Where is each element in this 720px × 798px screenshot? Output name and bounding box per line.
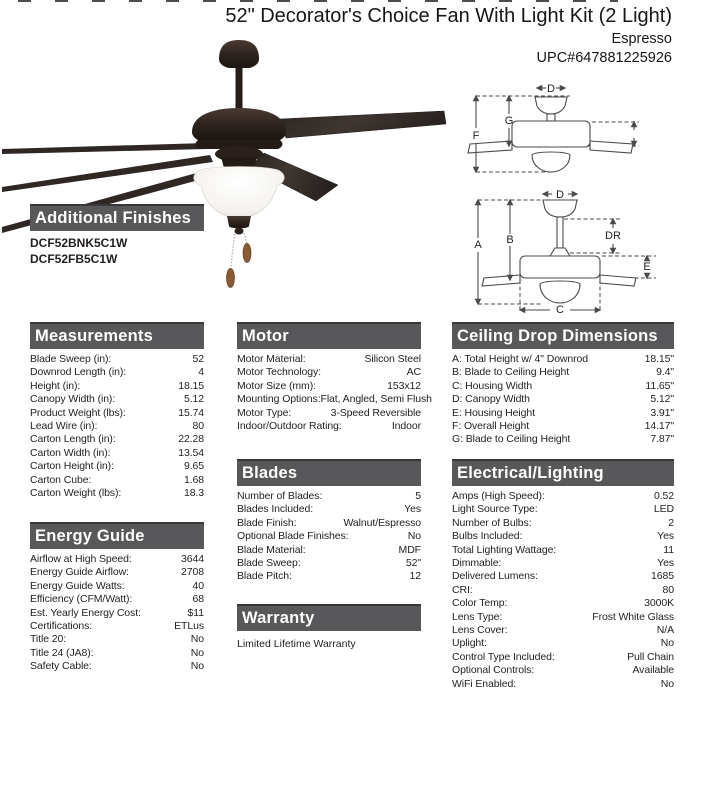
spec-value: MDF <box>398 543 421 556</box>
spec-value: 0.52 <box>653 490 674 502</box>
spec-value: Yes <box>657 530 674 543</box>
spec-row <box>30 407 204 420</box>
spec-row <box>452 584 674 597</box>
spec-value: 4 <box>198 366 204 379</box>
spec-label: Height (in): <box>30 379 81 392</box>
spec-row <box>452 393 674 406</box>
spec-value: 15.74 <box>178 406 204 419</box>
section-header-energy-guide: Energy Guide <box>30 522 204 549</box>
spec-value: 3000K <box>644 597 674 610</box>
spec-row <box>452 490 674 503</box>
spec-label: Canopy Width (in): <box>30 393 116 406</box>
section-electrical-lighting <box>452 459 674 691</box>
spec-label: Number of Blades: <box>237 490 323 502</box>
spec-label: Dimmable: <box>452 557 502 570</box>
spec-row <box>30 447 204 460</box>
dim-label-b: B <box>506 234 514 246</box>
spec-label: Number of Bulbs: <box>452 516 532 529</box>
spec-row <box>30 607 204 620</box>
spec-label: Blade Finish: <box>237 516 297 529</box>
section-ceiling-drop-dimensions <box>452 322 674 447</box>
dim-label-g: G <box>504 115 514 127</box>
spec-row <box>237 393 432 406</box>
spec-label: Blade Pitch: <box>237 570 292 583</box>
spec-label: B: Blade to Ceiling Height <box>452 366 570 379</box>
spec-row <box>452 597 674 610</box>
spec-label: Airflow at High Speed: <box>30 553 132 565</box>
spec-value: 18.15 <box>178 379 204 392</box>
spec-value: 68 <box>192 593 204 606</box>
spec-row <box>30 553 204 566</box>
electrical-table <box>452 490 674 691</box>
spec-value: N/A <box>656 624 674 637</box>
spec-row <box>452 353 674 366</box>
spec-value: 7.87" <box>650 433 674 446</box>
spec-value: 18.15" <box>644 353 674 365</box>
spec-value: 22.28 <box>178 433 204 446</box>
spec-value: 9.4" <box>656 366 674 379</box>
spec-label: Color Temp: <box>452 597 508 610</box>
diagram-downrod <box>557 217 563 248</box>
spec-row <box>452 544 674 557</box>
spec-label: Energy Guide Airflow: <box>30 566 129 579</box>
diagram-blade <box>468 141 512 153</box>
spec-row <box>452 664 674 677</box>
spec-label: E: Housing Height <box>452 406 535 419</box>
pull-chain-fob <box>227 269 235 288</box>
spec-value: 52" <box>405 557 421 570</box>
spec-label: Motor Size (mm): <box>237 379 316 392</box>
spec-label: Title 24 (JA8): <box>30 646 94 659</box>
spec-row <box>452 611 674 624</box>
spec-label: Optional Blade Finishes: <box>237 530 349 543</box>
spec-label: Blade Sweep (in): <box>30 353 112 365</box>
product-upc: UPC#647881225926 <box>536 50 672 66</box>
spec-label: Delivered Lumens: <box>452 570 538 583</box>
product-header <box>225 4 672 68</box>
fan-motor-housing <box>192 108 286 162</box>
spec-value: ETLus <box>174 620 204 633</box>
spec-value: $11 <box>187 606 204 619</box>
dim-label-a: A <box>474 239 482 251</box>
spec-value: 3.91" <box>650 406 674 419</box>
spec-row <box>452 407 674 420</box>
spec-row <box>30 487 204 500</box>
section-header-motor: Motor <box>237 322 421 349</box>
spec-row <box>237 557 421 570</box>
section-measurements <box>30 322 204 500</box>
spec-row <box>237 503 421 516</box>
spec-label: Carton Cube: <box>30 473 92 486</box>
diagram-blade <box>590 141 633 153</box>
section-header-measurements: Measurements <box>30 322 204 349</box>
spec-label: Est. Yearly Energy Cost: <box>30 606 141 619</box>
spec-label: Blade Sweep: <box>237 557 301 570</box>
spec-row <box>30 433 204 446</box>
spec-label: Title 20: <box>30 633 67 646</box>
dim-label-d: D <box>556 189 564 201</box>
spec-value: No <box>660 677 674 690</box>
spec-value: 18.3 <box>183 487 204 500</box>
dim-label-e: E <box>643 261 651 273</box>
spec-row <box>452 570 674 583</box>
spec-label: Product Weight (lbs): <box>30 406 126 419</box>
section-header-electrical: Electrical/Lighting <box>452 459 674 486</box>
spec-value: AC <box>406 366 421 379</box>
spec-row <box>30 393 204 406</box>
spec-label: Energy Guide Watts: <box>30 579 125 592</box>
spec-value: 5.12" <box>650 393 674 406</box>
spec-value: No <box>190 646 204 659</box>
spec-row <box>30 460 204 473</box>
spec-value: 2708 <box>181 566 204 579</box>
diagram-canopy <box>543 200 577 217</box>
spec-row <box>452 678 674 691</box>
section-warranty <box>237 604 421 650</box>
spec-row <box>237 353 421 366</box>
spec-label: Safety Cable: <box>30 660 92 673</box>
spec-label: Carton Height (in): <box>30 460 114 473</box>
spec-value: No <box>190 633 204 646</box>
diagram-canopy <box>535 97 567 114</box>
product-finish: Espresso <box>611 31 672 47</box>
spec-label: Uplight: <box>452 637 487 650</box>
dimension-diagram-flush <box>462 80 710 175</box>
spec-label: WiFi Enabled: <box>452 677 517 690</box>
spec-label: Control Type Included: <box>452 650 555 663</box>
spec-value: 1.68 <box>183 473 204 486</box>
spec-label: Mounting Options: <box>237 393 321 406</box>
spec-label: Blade Material: <box>237 543 306 556</box>
spec-value: Available <box>632 664 674 677</box>
ceiling-drop-table <box>452 353 674 447</box>
diagram-blade <box>482 275 520 286</box>
spec-value: No <box>660 637 674 650</box>
spec-label: Motor Type: <box>237 406 292 419</box>
diagram-light-bowl <box>540 281 580 303</box>
spec-value: 80 <box>192 420 204 433</box>
glass-bowl <box>194 167 285 219</box>
spec-row <box>237 366 421 379</box>
section-blades <box>237 459 421 584</box>
spec-row <box>237 544 421 557</box>
spec-row <box>237 530 421 543</box>
spec-value: 2 <box>668 516 674 529</box>
spec-label: Carton Width (in): <box>30 446 111 459</box>
spec-row <box>452 624 674 637</box>
spec-row <box>237 517 421 530</box>
section-header-blades: Blades <box>237 459 421 486</box>
spec-row <box>30 647 204 660</box>
fan-pull-chains <box>227 233 252 288</box>
spec-label: Blades Included: <box>237 503 314 516</box>
spec-label: Efficiency (CFM/Watt): <box>30 593 133 606</box>
measurements-table <box>30 353 204 500</box>
spec-value: 13.54 <box>178 446 204 459</box>
diagram-motor-housing <box>520 256 600 278</box>
spec-row <box>452 530 674 543</box>
dim-label-dr: DR <box>605 230 621 242</box>
spec-label: Lens Type: <box>452 610 503 623</box>
spec-value: 40 <box>192 579 204 592</box>
spec-row <box>30 353 204 366</box>
spec-value: 9.65 <box>183 460 204 473</box>
dim-label-c: C <box>556 304 564 314</box>
spec-label: D: Canopy Width <box>452 393 530 406</box>
warranty-text: Limited Lifetime Warranty <box>237 638 356 650</box>
spec-label: Light Source Type: <box>452 503 538 516</box>
spec-row <box>237 490 421 503</box>
section-header-warranty: Warranty <box>237 604 421 631</box>
spec-row <box>452 433 674 446</box>
spec-row <box>30 566 204 579</box>
diagram-blade <box>600 275 636 286</box>
spec-row <box>30 620 204 633</box>
spec-row <box>237 380 421 393</box>
spec-row <box>452 517 674 530</box>
spec-value: 52 <box>192 353 204 365</box>
spec-value: Silicon Steel <box>364 353 421 365</box>
spec-row <box>452 637 674 650</box>
spec-value: 3-Speed Reversible <box>330 406 421 419</box>
spec-value: No <box>190 660 204 673</box>
spec-value: 12 <box>409 570 421 583</box>
spec-row <box>30 660 204 673</box>
spec-value: Indoor <box>391 420 421 433</box>
spec-row <box>452 651 674 664</box>
spec-label: Amps (High Speed): <box>452 490 545 502</box>
model-number: DCF52BNK5C1W <box>30 236 128 250</box>
spec-label: Carton Length (in): <box>30 433 116 446</box>
spec-row <box>30 380 204 393</box>
spec-value: 80 <box>662 583 674 596</box>
spec-label: Carton Weight (lbs): <box>30 487 122 500</box>
spec-row <box>452 420 674 433</box>
section-header-ceiling-drop: Ceiling Drop Dimensions <box>452 322 674 349</box>
spec-value: Walnut/Espresso <box>343 516 421 529</box>
spec-label: Lead Wire (in): <box>30 420 98 433</box>
spec-value: LED <box>653 503 674 516</box>
spec-row <box>237 407 421 420</box>
spec-label: Total Lighting Wattage: <box>452 543 557 556</box>
spec-value: Frost White Glass <box>592 610 674 623</box>
dim-label-d: D <box>547 83 555 95</box>
spec-value: Yes <box>404 503 421 516</box>
spec-label: Motor Material: <box>237 353 306 365</box>
model-number-list <box>30 236 204 267</box>
spec-label: Downrod Length (in): <box>30 366 127 379</box>
spec-row <box>30 593 204 606</box>
blades-table <box>237 490 421 584</box>
fan-light-kit <box>194 157 285 235</box>
spec-value: 153x12 <box>387 379 421 392</box>
spec-row <box>30 420 204 433</box>
spec-value: 5 <box>415 490 421 502</box>
motor-table <box>237 353 432 433</box>
spec-label: CRI: <box>452 583 473 596</box>
section-additional-finishes <box>30 204 204 267</box>
spec-label: C: Housing Width <box>452 379 533 392</box>
diagram-light-bowl <box>532 152 570 172</box>
pull-chain-fob <box>243 244 251 263</box>
spec-label: Lens Cover: <box>452 624 508 637</box>
spec-row <box>452 557 674 570</box>
section-motor <box>237 322 432 433</box>
energy-guide-table <box>30 553 204 674</box>
product-title: 52" Decorator's Choice Fan With Light Kit (2 Light) <box>225 5 672 27</box>
section-header-additional-finishes: Additional Finishes <box>30 204 204 231</box>
diagram-motor-housing <box>512 121 590 147</box>
spec-row <box>237 420 421 433</box>
spec-label: Motor Technology: <box>237 366 321 379</box>
spec-value: Flat, Angled, Semi Flush <box>320 393 432 406</box>
spec-row <box>30 474 204 487</box>
spec-row <box>452 503 674 516</box>
spec-row <box>30 580 204 593</box>
spec-value: 14.17" <box>644 420 674 433</box>
spec-value: Pull Chain <box>627 650 674 663</box>
spec-label: A: Total Height w/ 4" Downrod <box>452 353 589 365</box>
spec-row <box>237 570 421 583</box>
spec-value: 11.65" <box>645 379 674 392</box>
spec-label: Bulbs Included: <box>452 530 523 543</box>
model-number: DCF52FB5C1W <box>30 251 118 266</box>
spec-value: 3644 <box>181 553 204 565</box>
page-top-crop-artifact <box>18 0 618 2</box>
spec-value: 11 <box>663 543 674 556</box>
section-energy-guide <box>30 522 204 674</box>
dim-label-f: F <box>472 130 480 142</box>
spec-value: No <box>407 530 421 543</box>
spec-value: 1685 <box>651 570 674 583</box>
spec-value: 5.12 <box>183 393 204 406</box>
spec-row <box>452 380 674 393</box>
spec-label: F: Overall Height <box>452 420 530 433</box>
spec-row <box>452 366 674 379</box>
spec-value: Yes <box>657 557 674 570</box>
spec-row <box>30 633 204 646</box>
spec-label: Optional Controls: <box>452 664 535 677</box>
dimension-diagram-downrod <box>458 186 710 314</box>
spec-label: G: Blade to Ceiling Height <box>452 433 571 446</box>
spec-row <box>30 366 204 379</box>
spec-label: Indoor/Outdoor Rating: <box>237 420 342 433</box>
spec-label: Certifications: <box>30 620 93 633</box>
